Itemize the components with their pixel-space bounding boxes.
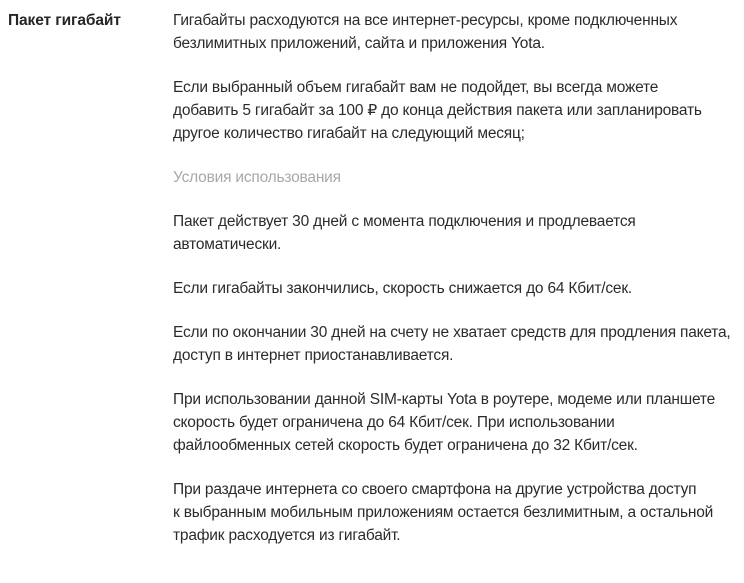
paragraph-line: к выбранным мобильным приложениям остается безлимитным, а остальной — [173, 504, 714, 521]
paragraph-line: автоматически. — [173, 236, 282, 253]
paragraph-line: Пакет действует 30 дней с момента подключения и продлевается — [173, 213, 636, 230]
description-paragraph — [173, 277, 731, 300]
package-description-column — [173, 9, 744, 547]
paragraph-line: файлообменных сетей скорость будет ограничена до 32 Кбит/сек. — [173, 437, 638, 454]
description-paragraph — [173, 76, 731, 145]
description-paragraph — [173, 478, 731, 547]
paragraph-line: доступ в интернет приостанавливается. — [173, 347, 454, 364]
package-row-label: Пакет гигабайт — [8, 12, 121, 29]
paragraph-line: скорость будет ограничена до 64 Кбит/сек. При использовании — [173, 414, 615, 431]
paragraph-line: Условия использования — [173, 169, 341, 186]
paragraph-line: Если по окончании 30 дней на счету не хватает средств для продления пакета, — [173, 324, 731, 341]
terms-subheading — [173, 166, 731, 189]
paragraph-line: безлимитных приложений, сайта и приложения Yota. — [173, 35, 545, 52]
description-paragraph — [173, 388, 731, 457]
paragraph-line: трафик расходуется из гигабайт. — [173, 527, 401, 544]
paragraph-line: добавить 5 гигабайт за 100 ₽ до конца действия пакета или запланировать — [173, 102, 702, 119]
label-column — [0, 9, 173, 32]
paragraph-line: При раздаче интернета со своего смартфона на другие устройства доступ — [173, 481, 697, 498]
paragraph-line: При использовании данной SIM-карты Yota в роутере, модеме или планшете — [173, 391, 716, 408]
description-paragraph — [173, 321, 731, 367]
paragraph-line: Гигабайты расходуются на все интернет-ресурсы, кроме подключенных — [173, 12, 678, 29]
paragraph-line: другое количество гигабайт на следующий месяц; — [173, 125, 525, 142]
paragraph-line: Если гигабайты закончились, скорость снижается до 64 Кбит/сек. — [173, 280, 633, 297]
description-paragraph — [173, 9, 731, 55]
paragraph-line: Если выбранный объем гигабайт вам не подойдет, вы всегда можете — [173, 79, 659, 96]
description-paragraph — [173, 210, 731, 256]
